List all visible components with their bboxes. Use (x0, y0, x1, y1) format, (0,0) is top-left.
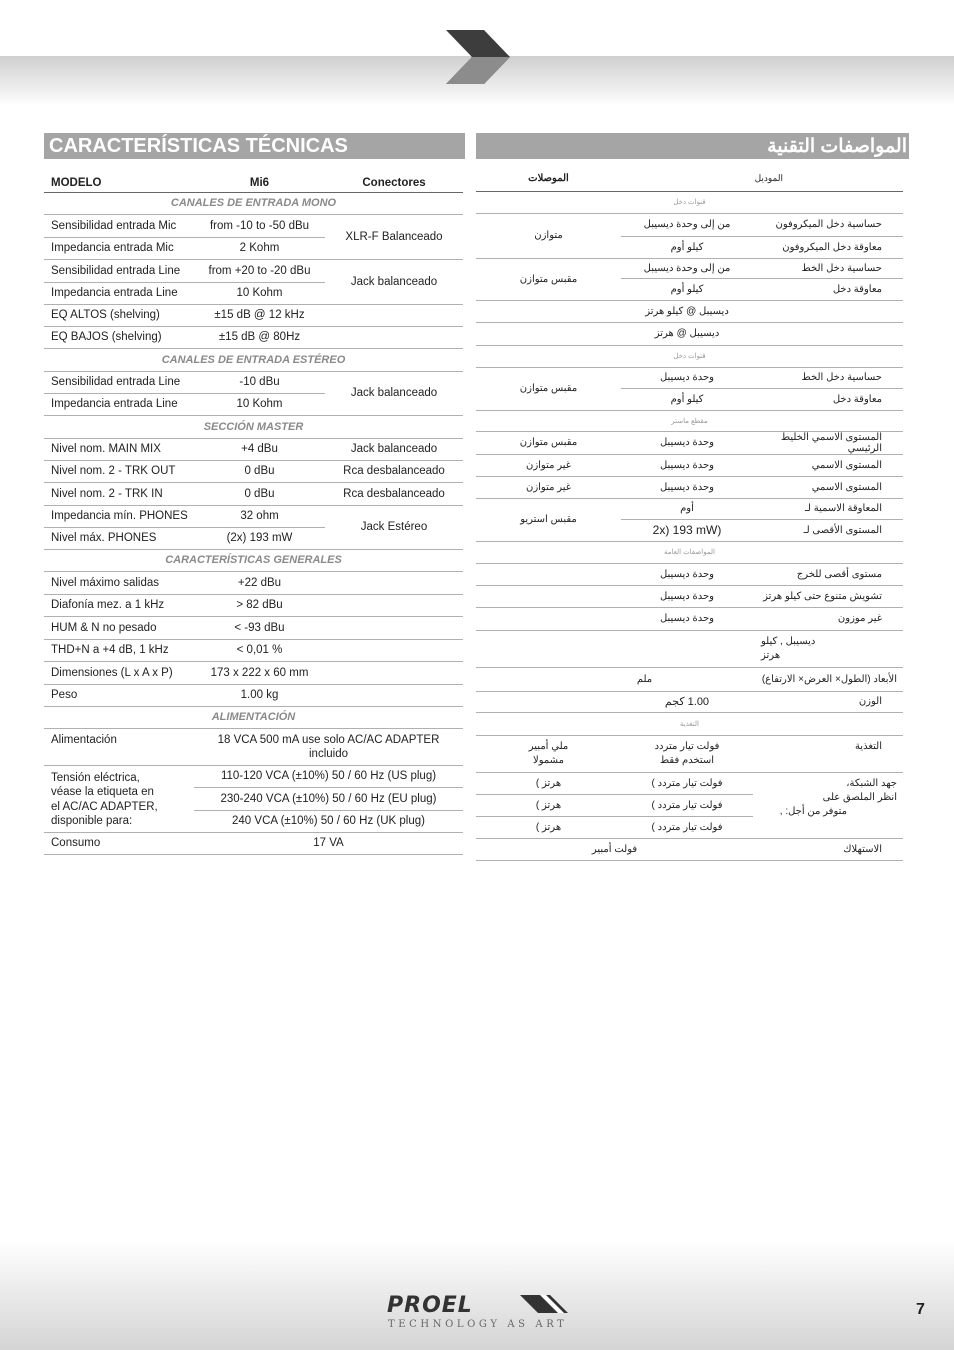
spec-label: الأبعاد (الطول× العرض× الارتفاع) (753, 667, 903, 691)
footer-band (0, 1240, 954, 1350)
table-row (44, 482, 463, 505)
spec-connector: XLR-F Balanceado (325, 214, 463, 259)
spec-value: +22 dBu (194, 571, 325, 594)
spanish-section-title: CARACTERÍSTICAS TÉCNICAS (44, 133, 465, 159)
spec-label: Impedancia entrada Mic (44, 237, 194, 259)
spec-value: من إلى وحدة ديسيبل (621, 213, 753, 236)
table-row (476, 431, 903, 454)
table-row (476, 630, 903, 667)
spec-label: Sensibilidad entrada Mic (44, 214, 194, 237)
spec-label: جهد الشبكة، (846, 777, 897, 789)
spec-label: المستوى الأقصى لـ (753, 519, 903, 541)
table-row (476, 563, 903, 585)
spec-label: حساسية دخل الخط (753, 367, 903, 388)
page-number: 7 (916, 1301, 925, 1318)
spec-label: الوزن (753, 691, 903, 712)
spec-label: معاوقة دخل (753, 388, 903, 410)
table-row (44, 571, 463, 594)
spec-value: استخدم فقط (659, 754, 715, 766)
table-row (476, 691, 903, 712)
spec-value: وحدة ديسيبل (621, 476, 753, 498)
spec-label: المستوى الاسمي الخليط الرئيسي (753, 431, 903, 454)
table-row (476, 476, 903, 498)
brand-logo: PROEL (387, 1293, 473, 1318)
spec-value: وحدة ديسيبل (621, 607, 753, 630)
spec-value: 10 Kohm (194, 393, 325, 415)
table-row (476, 322, 903, 345)
spec-connector: ملي أمبير (528, 740, 569, 752)
table-row (476, 735, 903, 772)
spec-value: 0 dBu (194, 482, 325, 505)
spec-label: متوفر من أجل: , (779, 805, 847, 817)
spec-label: EQ ALTOS (shelving) (44, 304, 194, 326)
section-heading-stereo: CANALES DE ENTRADA ESTÉREO (44, 348, 463, 371)
spec-connector: مشمولا (533, 754, 564, 766)
section-heading-general: المواصفات العامة (476, 541, 903, 563)
spec-value: > 82 dBu (194, 594, 325, 616)
spec-label: Peso (44, 684, 194, 706)
spec-value: وحدة ديسيبل (621, 431, 753, 454)
arabic-spec-table (476, 167, 903, 861)
table-row (476, 300, 903, 322)
spec-label: التغذية (753, 735, 903, 772)
arabic-section-title: المواصفات التقنية (476, 133, 909, 159)
spec-value: وحدة ديسيبل (621, 367, 753, 388)
spec-value: ±15 dB @ 80Hz (194, 326, 325, 348)
logo-stripe-icon (520, 1295, 568, 1313)
spec-label: مستوى أقصى للخرج (753, 563, 903, 585)
spec-value: 1.00 كجم (621, 691, 753, 712)
table-row (44, 460, 463, 482)
spec-label: Dimensiones (L x A x P) (44, 661, 194, 684)
spec-value: < -93 dBu (194, 616, 325, 639)
table-row (44, 371, 463, 393)
spec-connector: هرتز ) (476, 772, 621, 794)
spec-label: Impedancia entrada Line (44, 282, 194, 304)
spec-connector: Jack balanceado (325, 259, 463, 304)
spec-value: وحدة ديسيبل (621, 563, 753, 585)
spec-value: 17 VA (194, 832, 463, 854)
section-heading-stereo: قنوات دخل (476, 345, 903, 367)
spec-value: وحدة ديسيبل (621, 585, 753, 607)
spec-label: Tensión eléctrica, (51, 771, 140, 784)
table-row (44, 765, 463, 787)
spec-label: Nivel nom. 2 - TRK IN (44, 482, 194, 505)
spec-value: incluido (309, 747, 348, 760)
spec-connector: Jack balanceado (325, 371, 463, 415)
spec-value: ملم (476, 667, 753, 691)
spec-label: EQ BAJOS (shelving) (44, 326, 194, 348)
spec-value: كيلو أوم (621, 388, 753, 410)
spec-value: وحدة ديسيبل (621, 454, 753, 476)
section-heading-general: CARACTERÍSTICAS GENERALES (44, 549, 463, 571)
spec-connector: مقبس متوازن (476, 431, 621, 454)
spec-label: Nivel máximo salidas (44, 571, 194, 594)
spec-label: HUM & N no pesado (44, 616, 194, 639)
table-header-row (476, 167, 903, 191)
spec-value: ديسيبل @ هرتز (621, 322, 753, 345)
chevron-arrow-icon (446, 30, 510, 84)
spec-value: فولت أمبير (476, 838, 753, 860)
table-row (44, 259, 463, 282)
spec-value: 2 Kohm (194, 237, 325, 259)
spec-label: disponible para: (51, 815, 133, 827)
spec-value: فولت تيار متردد ) (621, 794, 753, 816)
table-row (44, 728, 463, 765)
spec-value: ديسيبل @ كيلو هرتز (621, 300, 753, 322)
spec-label: THD+N a +4 dB, 1 kHz (44, 639, 194, 661)
spec-value: فولت تيار متردد (654, 740, 720, 752)
spec-label: Impedancia mín. PHONES (44, 505, 194, 527)
spec-value: 110-120 VCA (±10%) 50 / 60 Hz (US plug) (194, 765, 463, 787)
spec-value: 32 ohm (194, 505, 325, 527)
section-heading-power: التغذية (476, 712, 903, 735)
spec-value: +4 dBu (194, 438, 325, 460)
spec-value: from -10 to -50 dBu (194, 214, 325, 237)
spec-connector: مقبس متوازن (476, 258, 621, 300)
table-row (476, 367, 903, 388)
spec-connector: هرتز ) (476, 794, 621, 816)
table-row (476, 454, 903, 476)
table-row (44, 661, 463, 684)
spec-value: 2x) 193 mW) (621, 519, 753, 541)
table-row (476, 607, 903, 630)
spec-label: هرتز (761, 649, 781, 661)
section-heading-mono: CANALES DE ENTRADA MONO (44, 192, 463, 214)
spec-value: -10 dBu (194, 371, 325, 393)
spec-label: حساسية دخل الخط (753, 258, 903, 278)
spec-connector: Rca desbalanceado (325, 482, 463, 505)
spec-label: Consumo (44, 832, 194, 854)
section-heading-master: SECCIÓN MASTER (44, 415, 463, 438)
spec-connector: هرتز ) (476, 816, 621, 838)
brand-tagline: TECHNOLOGY AS ART (388, 1319, 568, 1330)
table-row (476, 213, 903, 236)
spec-label: تشويش متنوع حتى كيلو هرتز (753, 585, 903, 607)
table-row (44, 326, 463, 348)
model-header: MODELO (44, 170, 194, 192)
spec-value: (2x) 193 mW (194, 527, 325, 549)
spec-label: انظر الملصق على (822, 791, 897, 803)
spec-connector: مقبس استريو (476, 498, 621, 541)
spec-connector: Rca desbalanceado (325, 460, 463, 482)
spec-value: 1.00 kg (194, 684, 325, 706)
spec-value: ±15 dB @ 12 kHz (194, 304, 325, 326)
spec-label: véase la etiqueta en (51, 786, 154, 798)
table-row (476, 258, 903, 278)
table-row (44, 505, 463, 527)
connectors-header: Conectores (325, 170, 463, 192)
table-row (44, 684, 463, 706)
spec-connector: مقبس متوازن (476, 367, 621, 410)
table-row (44, 639, 463, 661)
spec-label: معاوقة دخل الميكروفون (753, 236, 903, 258)
table-row (476, 667, 903, 691)
section-heading-master: مقطع ماستر (476, 410, 903, 431)
spec-label: Sensibilidad entrada Line (44, 259, 194, 282)
table-row (476, 498, 903, 519)
spec-value: فولت تيار متردد ) (621, 772, 753, 794)
spec-label: ديسيبل , كيلو (761, 635, 816, 647)
spec-label: حساسية دخل الميكروفون (753, 213, 903, 236)
spec-value: من إلى وحدة ديسيبل (621, 258, 753, 278)
spec-label: معاوقة دخل (753, 278, 903, 300)
spec-value: from +20 to -20 dBu (194, 259, 325, 282)
table-row (44, 304, 463, 326)
spec-label: Sensibilidad entrada Line (44, 371, 194, 393)
table-row (476, 585, 903, 607)
spec-label: el AC/AC ADAPTER, (51, 800, 158, 813)
spec-label: المستوى الاسمي (753, 454, 903, 476)
spec-label: Nivel máx. PHONES (44, 527, 194, 549)
spec-connector: متوازن (476, 213, 621, 258)
spec-connector: Jack Estéreo (325, 505, 463, 549)
spec-value: 0 dBu (194, 460, 325, 482)
spec-connector: غير متوازن (476, 476, 621, 498)
spec-value: 230-240 VCA (±10%) 50 / 60 Hz (EU plug) (194, 787, 463, 810)
spec-value: 18 VCA 500 mA use solo AC/AC ADAPTER (217, 733, 440, 746)
spec-label: Impedancia entrada Line (44, 393, 194, 415)
connectors-header: الموصلات (476, 167, 621, 191)
model-header: الموديل (753, 167, 903, 191)
spec-value: < 0,01 % (194, 639, 325, 661)
table-row (476, 838, 903, 860)
spec-value: فولت تيار متردد ) (621, 816, 753, 838)
spec-value: أوم (621, 498, 753, 519)
spec-value: 173 x 222 x 60 mm (194, 661, 325, 684)
spec-label: غير موزون (753, 607, 903, 630)
spec-value: كيلو أوم (621, 278, 753, 300)
value-header: Mi6 (194, 170, 325, 192)
spec-label: Diafonía mez. a 1 kHz (44, 594, 194, 616)
spec-label: المستوى الاسمي (753, 476, 903, 498)
table-row (476, 772, 903, 794)
table-row (44, 832, 463, 854)
spec-label: المعاوقة الاسمية لـ (753, 498, 903, 519)
spec-value: كيلو أوم (621, 236, 753, 258)
spec-label: Alimentación (44, 728, 194, 765)
table-header-row (44, 170, 463, 192)
spec-label: الاستهلاك (753, 838, 903, 860)
spec-value: 240 VCA (±10%) 50 / 60 Hz (UK plug) (194, 810, 463, 832)
spec-connector: غير متوازن (476, 454, 621, 476)
section-heading-power: ALIMENTACIÓN (44, 706, 463, 728)
section-heading-inputs: قنوات دخل (476, 191, 903, 213)
table-row (44, 594, 463, 616)
table-row (44, 438, 463, 460)
spec-connector: Jack balanceado (325, 438, 463, 460)
spec-label: Nivel nom. 2 - TRK OUT (44, 460, 194, 482)
spec-value: 10 Kohm (194, 282, 325, 304)
table-row (44, 616, 463, 639)
table-row (44, 214, 463, 237)
spec-label: Nivel nom. MAIN MIX (44, 438, 194, 460)
spanish-spec-table (44, 170, 463, 855)
